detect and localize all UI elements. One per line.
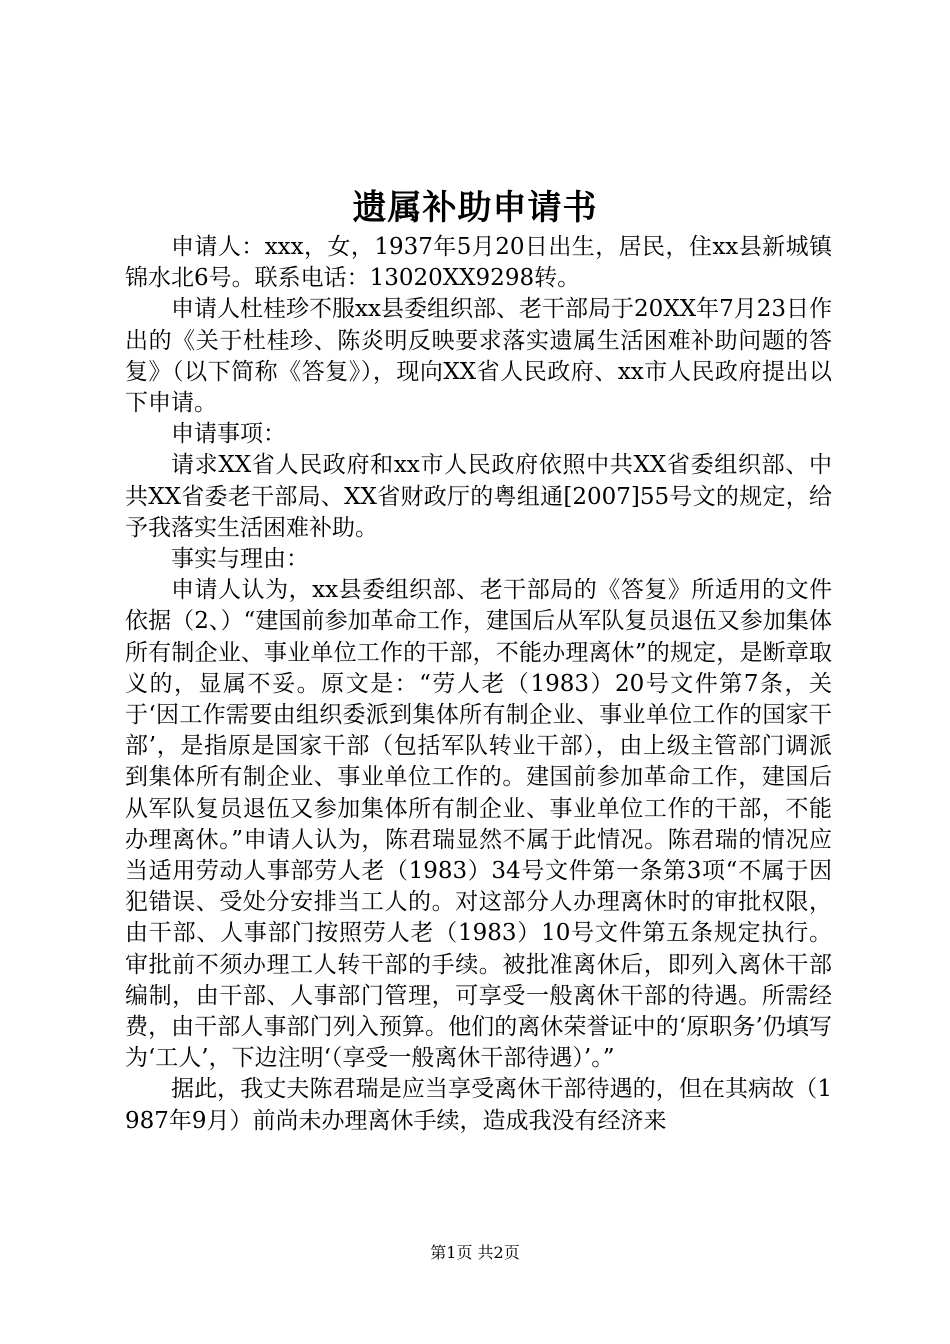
facts-paragraph: 申请人认为，xx县委组织部、老干部局的《答复》所适用的文件依据（2、）“建国前参加革命工作，建国后从军队复员退伍又参加集体所有制企业、事业单位工作的干部，不能办理离休”的规定，是断章取义的，显属不妥。原文是：“劳人老（1983）20号文件第7条，关于‘因工作需要由组织委派到集体所有制企业、事业单位工作的国家干部’，是指原是国家干部（包括军队转业干部），由上级主管部门调派到集体所有制企业、事业单位工作的。建国前参加革命工作，建国后从军队复员退伍又参加集体所有制企业、事业单位工作的干部，不能办理离休。”申请人认为，陈君瑞显然不属于此情况。陈君瑞的情况应当适用劳动人事部劳人老（1983）34号文件第一条第3项“不属于因犯错误、受处分安排当工人的。对这部分人办理离休时的审批权限，由干部、人事部门按照劳人老（1983）10号文件第五条规定执行。审批前不须办理工人转干部的手续。被批准离休后，即列入离休干部编制，由干部、人事部门管理，可享受一般离休干部的待遇。所需经费，由干部人事部门列入预算。他们的离休荣誉证中的‘原职务’仍填写为‘工人’，下边注明‘（享受一般离休干部待遇）’。” bbox=[125, 577, 832, 1072]
document-title: 遗属补助申请书 bbox=[352, 188, 598, 228]
page-number-footer: 第1页 共2页 bbox=[430, 1243, 520, 1262]
facts-heading: 事实与理由： bbox=[171, 546, 309, 573]
conclusion-paragraph: 据此，我丈夫陈君瑞是应当享受离休干部待遇的，但在其病故（1987年9月）前尚未办理离休手续，造成我没有经济来 bbox=[125, 1076, 832, 1134]
applicant-info-paragraph: 申请人：xxx，女，1937年5月20日出生，居民，住xx县新城镇锦水北6号。联系电话：13020XX9298转。 bbox=[125, 234, 832, 292]
request-paragraph: 请求XX省人民政府和xx市人民政府依照中共XX省委组织部、中共XX省委老干部局、XX省财政厅的粤组通[2007]55号文的规定，给予我落实生活困难补助。 bbox=[125, 452, 832, 541]
request-heading: 申请事项： bbox=[171, 421, 286, 448]
appeal-intro-paragraph: 申请人杜桂珍不服xx县委组织部、老干部局于20XX年7月23日作出的《关于杜桂珍、陈炎明反映要求落实遗属生活困难补助问题的答复》（以下简称《答复》），现向XX省人民政府、xx市人民政府提出以下申请。 bbox=[125, 296, 832, 417]
document-body bbox=[125, 232, 832, 1137]
